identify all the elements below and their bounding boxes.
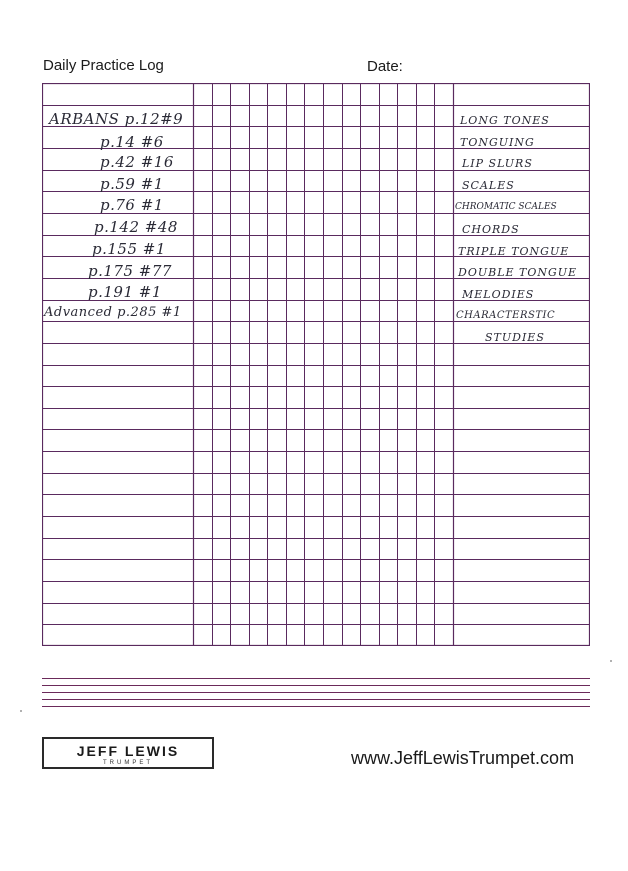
right-entry: CHARACTERSTIC — [456, 310, 556, 321]
left-entry: p.76 #1 — [100, 196, 164, 214]
logo-name: JEFF LEWIS — [76, 743, 180, 759]
right-entry: STUDIES — [485, 331, 545, 344]
scan-speck — [20, 710, 22, 712]
scan-speck — [610, 660, 612, 662]
right-entry: LIP SLURS — [462, 157, 533, 170]
left-entry: p.175 #77 — [88, 262, 172, 280]
left-entry: p.42 #16 — [100, 153, 174, 171]
left-entry: Advanced p.285 #1 — [44, 305, 182, 320]
notes-staff-line — [42, 699, 590, 700]
right-entry: CHORDS — [462, 223, 520, 236]
notes-staff-line — [42, 685, 590, 686]
left-entry: p.14 #6 — [100, 133, 164, 151]
right-entry: DOUBLE TONGUE — [458, 266, 578, 279]
right-entry: LONG TONES — [460, 114, 550, 127]
left-entry: ARBANS p.12#9 — [49, 110, 184, 128]
logo-subtitle: TRUMPET — [103, 760, 153, 766]
right-entry: MELODIES — [462, 288, 535, 301]
notes-staff-line — [42, 706, 590, 707]
right-entry: TRIPLE TONGUE — [458, 245, 570, 258]
website-url[interactable]: www.JeffLewisTrumpet.com — [351, 748, 575, 768]
left-entry: p.59 #1 — [100, 175, 164, 193]
left-entry: p.191 #1 — [88, 283, 162, 301]
jeff-lewis-logo — [42, 737, 214, 769]
practice-log-grid — [42, 83, 590, 646]
right-entry: SCALES — [462, 179, 515, 192]
date-label: Date: — [367, 58, 403, 75]
right-entry: CHROMATIC SCALES — [455, 202, 557, 212]
left-entry: p.155 #1 — [92, 240, 166, 258]
notes-staff-line — [42, 678, 590, 679]
notes-staff-line — [42, 692, 590, 693]
right-entry: TONGUING — [460, 136, 535, 149]
left-entry: p.142 #48 — [94, 218, 178, 236]
page-title: Daily Practice Log — [43, 57, 164, 74]
